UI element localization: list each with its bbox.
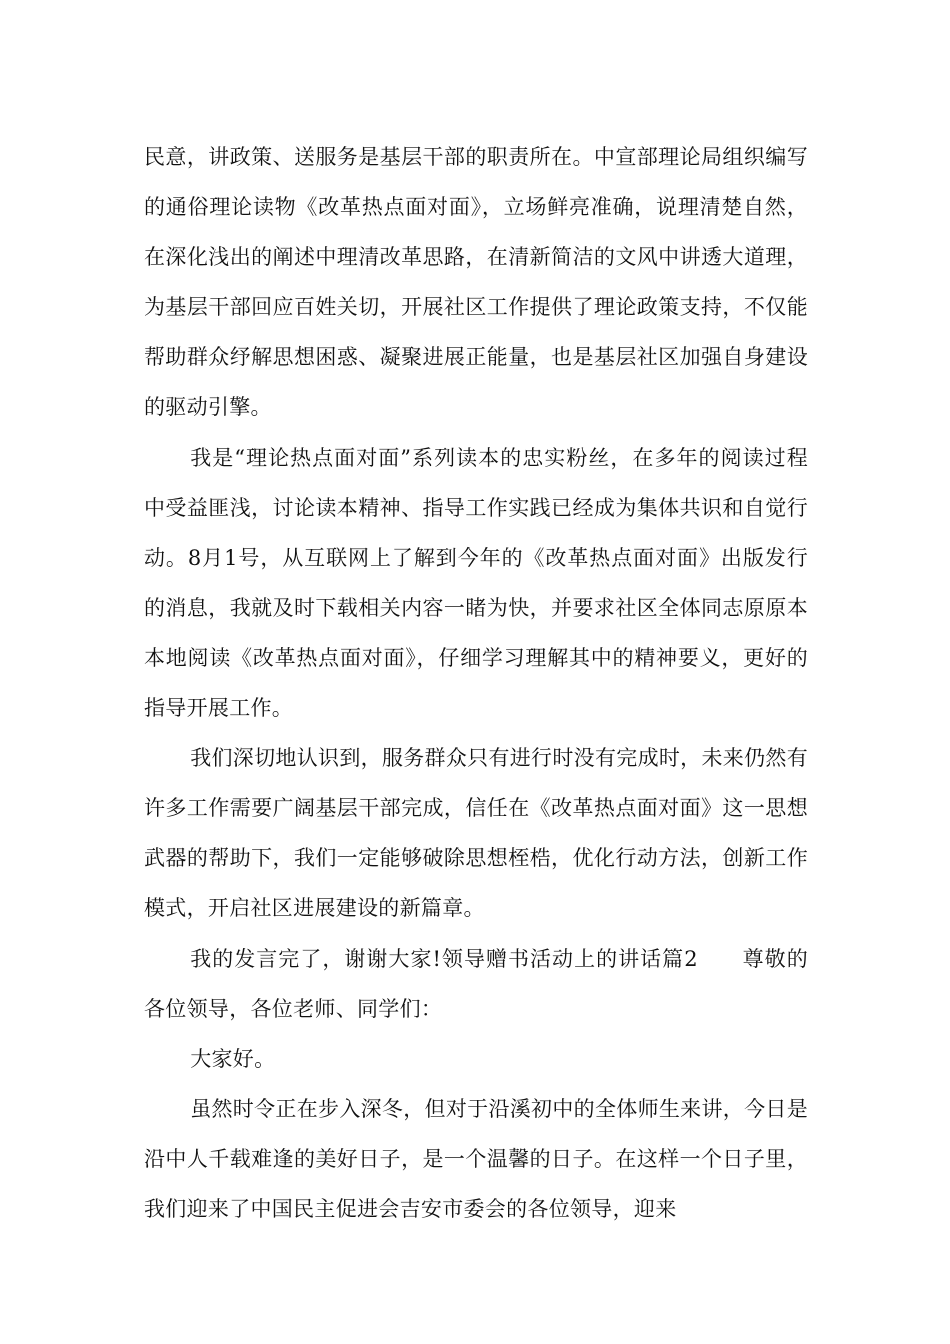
- paragraph-4: 我的发言完了，谢谢大家!领导赠书活动上的讲话篇2 尊敬的各位领导，各位老师、同学们：: [144, 946, 808, 1021]
- paragraph-2: 我是“理论热点面对面”系列读本的忠实粉丝，在多年的阅读过程中受益匪浅，讨论读本精神、指导工作实践已经成为集体共识和自觉行动。8月1号，从互联网上了解到今年的《改革热点面对面》出版发行的消息，我就及时下载相关内容一睹为快，并要求社区全体同志原原本本地阅读《改革热点面对面》，仔细学习理解其中的精神要义，更好的指导开展工作。: [144, 445, 808, 721]
- paragraph-6: 虽然时令正在步入深冬，但对于沿溪初中的全体师生来讲，今日是沿中人千载难逢的美好日子，是一个温馨的日子。在这样一个日子里，我们迎来了中国民主促进会吉安市委会的各位领导，迎来: [144, 1096, 808, 1221]
- paragraph-1: 民意，讲政策、送服务是基层干部的职责所在。中宣部理论局组织编写的通俗理论读物《改革热点面对面》，立场鲜亮准确，说理清楚自然，在深化浅出的阐述中理清改革思路，在清新简洁的文风中讲透大道理，为基层干部回应百姓关切，开展社区工作提供了理论政策支持，不仅能帮助群众纾解思想困惑、凝聚进展正能量，也是基层社区加强自身建设的驱动引擎。: [144, 145, 808, 420]
- document-body: [144, 132, 808, 1234]
- paragraph-5: 大家好。: [190, 1046, 276, 1071]
- paragraph-3: 我们深切地认识到，服务群众只有进行时没有完成时，未来仍然有许多工作需要广阔基层干部完成，信任在《改革热点面对面》这一思想武器的帮助下，我们一定能够破除思想桎梏，优化行动方法，创新工作模式，开启社区进展建设的新篇章。: [144, 746, 808, 921]
